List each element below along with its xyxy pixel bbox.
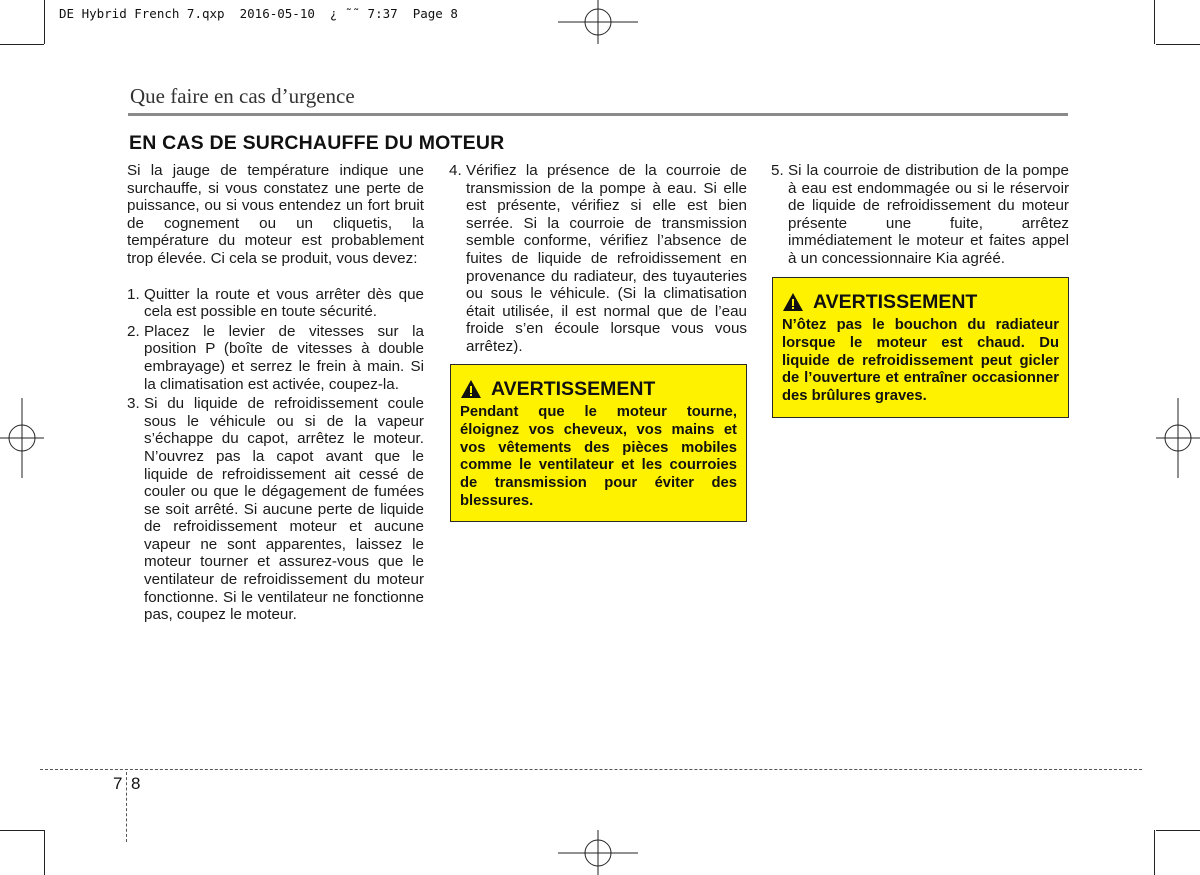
step-text: Quitter la route et vous arrêter dès que cela est possible en toute sécurité. <box>144 285 424 321</box>
step-text: Vérifiez la présence de la courroie de transmission de la pompe à eau. Si elle est présente, vérifiez si elle est bien serrée. Si la courroie de transmission semble conforme, vérifiez l’absence de fuites de liquide de refroidissement en provenance du radiateur, des tuyauteries ou sous le véhicule. (Si la climatisation était utilisée, il est normal que de l’eau froide s’en écoule lorsque vous vous arrêtez). <box>466 162 747 355</box>
page-number-separator <box>126 772 127 842</box>
warning-body: N’ôtez pas le bouchon du radiateur lorsque le moteur est chaud. Du liquide de refroidissement peut gicler de l’ouverture et entraîner occasionner des brûlures graves. <box>782 317 1059 405</box>
warning-box <box>450 364 747 522</box>
chapter-number: 7 <box>113 774 123 793</box>
step-text: Placez le levier de vitesses sur la position P (boîte de vitesses à double embrayage) et serrez le frein à main. Si la climatisation est activée, coupez-la. <box>144 322 424 393</box>
step-number: 2. <box>127 322 140 340</box>
column-1 <box>127 162 424 626</box>
step-number: 1. <box>127 285 140 303</box>
step-text: Si la courroie de distribution de la pompe à eau est endommagée ou si le réservoir de liquide de refroidissement du moteur présente une fuite, arrêtez immédiatement le moteur et faites appel à un concessionnaire Kia agréé. <box>788 162 1069 267</box>
crop-mark <box>44 0 45 44</box>
warning-title-text: AVERTISSEMENT <box>813 290 978 313</box>
registration-mark-icon <box>558 0 638 46</box>
step-text: Si du liquide de refroidissement coule sous le véhicule ou si de la vapeur s’échappe du capot, arrêtez le moteur. N’ouvrez pas la capot avant que le liquide de refroidissement ait cessé de couler ou que le dégagement de fumées se soit arrêté. Si aucune perte de liquide de refroidissement moteur et aucune vapeur ne sont apparentes, laissez le moteur tourner et assurez-vous que le ventilateur de refroidissement du moteur fonctionne. Si le ventilateur ne fonctionne pas, coupez le moteur. <box>144 395 424 624</box>
crop-mark <box>1156 830 1200 831</box>
header-rule <box>128 113 1068 116</box>
step-number: 4. <box>449 162 462 179</box>
print-header: DE Hybrid French 7.qxp 2016-05-10 ¿ ˜˜ 7:37 Page 8 <box>59 6 458 21</box>
list-item <box>127 286 424 321</box>
crop-mark <box>1154 0 1155 44</box>
crop-mark <box>44 830 45 875</box>
column-2 <box>449 162 747 358</box>
steps-list <box>771 162 1069 268</box>
list-item <box>127 395 424 624</box>
warning-triangle-icon <box>782 292 804 312</box>
warning-triangle-icon <box>460 379 482 399</box>
registration-mark-icon <box>558 828 638 875</box>
warning-body: Pendant que le moteur tourne, éloignez vos cheveux, vos mains et vos vêtements des pièces mobiles comme le ventilateur et les courroies de transmission pour éviter des blessures. <box>460 404 737 509</box>
section-title: Que faire en cas d’urgence <box>130 84 355 108</box>
page-number: 8 <box>131 774 141 793</box>
warning-title-text: AVERTISSEMENT <box>491 377 656 400</box>
crop-mark <box>0 44 44 45</box>
crop-mark <box>1156 44 1200 45</box>
steps-list <box>127 286 424 624</box>
list-item <box>127 323 424 393</box>
crop-mark <box>0 830 44 831</box>
warning-box <box>772 277 1069 418</box>
list-item <box>449 162 747 356</box>
registration-mark-icon <box>0 398 46 478</box>
list-item <box>771 162 1069 268</box>
step-number: 3. <box>127 395 140 413</box>
page-heading: EN CAS DE SURCHAUFFE DU MOTEUR <box>129 132 505 154</box>
column-3 <box>771 162 1069 270</box>
steps-list <box>449 162 747 356</box>
crop-mark <box>1154 830 1155 875</box>
intro-paragraph: Si la jauge de température indique une surchauffe, si vous constatez une perte de puissance, ou si vous entendez un fort bruit de cognement ou un cliquetis, la température du moteur est probablement trop élevée. Ci cela se produit, vous devez: <box>127 162 424 267</box>
warning-title <box>460 374 737 404</box>
footer-rule <box>40 769 1142 770</box>
warning-title <box>782 287 1059 317</box>
step-number: 5. <box>771 162 784 179</box>
registration-mark-icon <box>1154 398 1200 478</box>
